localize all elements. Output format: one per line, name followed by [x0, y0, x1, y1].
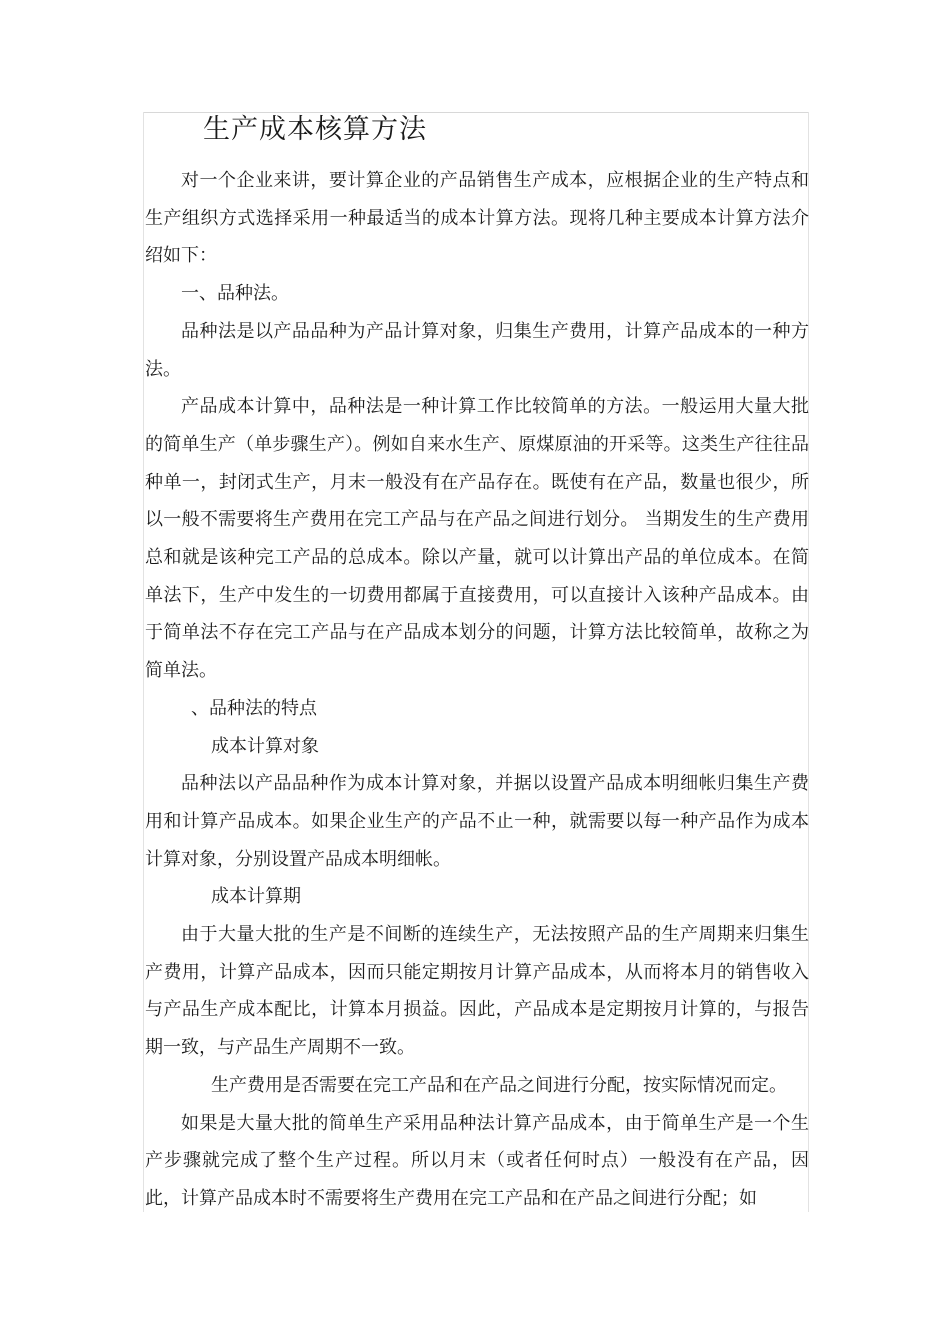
paragraph-allocation: 如果是大量大批的简单生产采用品种法计算产品成本，由于简单生产是一个生产步骤就完成了整个生产过程。所以月末（或者任何时点）一般没有在产品，因此，计算产品成本时不需要将生产费用在完工产品和在产品之间进行分配；如 — [145, 1112, 809, 1209]
paragraph-description: 产品成本计算中，品种法是一种计算工作比较简单的方法。一般运用大量大批的简单生产（单步骤生产）。例如自来水生产、原煤原油的开采等。这类生产往往品种单一，封闭式生产，月末一般没有在产品存在。既使有在产品，数量也很少，所以一般不需要将生产费用在完工产品与在产品之间进行划分。 当期发生的生产费用总和就是该种完工产品的总成本。除以产量，就可以计算出产品的单位成本。在简单法下，生产中发生的一切费用都属于直接费用，可以直接计入该种产品成本。由于简单法不存在完工产品与在产品成本划分的问题，计算方法比较简单，故称之为简单法。 — [145, 396, 809, 682]
paragraph-cost-period: 由于大量大批的生产是不间断的连续生产，无法按照产品的生产周期来归集生产费用，计算产品成本，因而只能定期按月计算产品成本，从而将本月的销售收入与产品生产成本配比，计算本月损益。因此，产品成本是定期按月计算的，与报告期一致，与产品生产周期不一致。 — [145, 924, 809, 1059]
heading-cost-object: 成本计算对象 — [211, 735, 319, 757]
page-border-left — [143, 112, 144, 1212]
paragraph-intro: 对一个企业来讲，要计算企业的产品销售生产成本，应根据企业的生产特点和生产组织方式选择采用一种最适当的成本计算方法。现将几种主要成本计算方法介绍如下： — [145, 170, 809, 267]
paragraph-cost-object: 品种法以产品品种作为成本计算对象，并据以设置产品成本明细帐归集生产费用和计算产品成本。如果企业生产的产品不止一种，就需要以每一种产品作为成本计算对象，分别设置产品成本明细帐。 — [145, 773, 809, 870]
paragraph-definition: 品种法是以产品品种为产品计算对象，归集生产费用，计算产品成本的一种方法。 — [145, 320, 809, 380]
heading-section-one: 一、品种法。 — [181, 283, 289, 305]
document-body — [145, 162, 809, 1218]
document-title: 生产成本核算方法 — [203, 114, 427, 145]
document-content — [145, 110, 809, 1218]
heading-features: 、品种法的特点 — [191, 697, 317, 719]
paragraph-allocation-heading: 生产费用是否需要在完工产品和在产品之间进行分配，按实际情况而定。 — [211, 1074, 787, 1096]
heading-cost-period: 成本计算期 — [211, 886, 301, 908]
